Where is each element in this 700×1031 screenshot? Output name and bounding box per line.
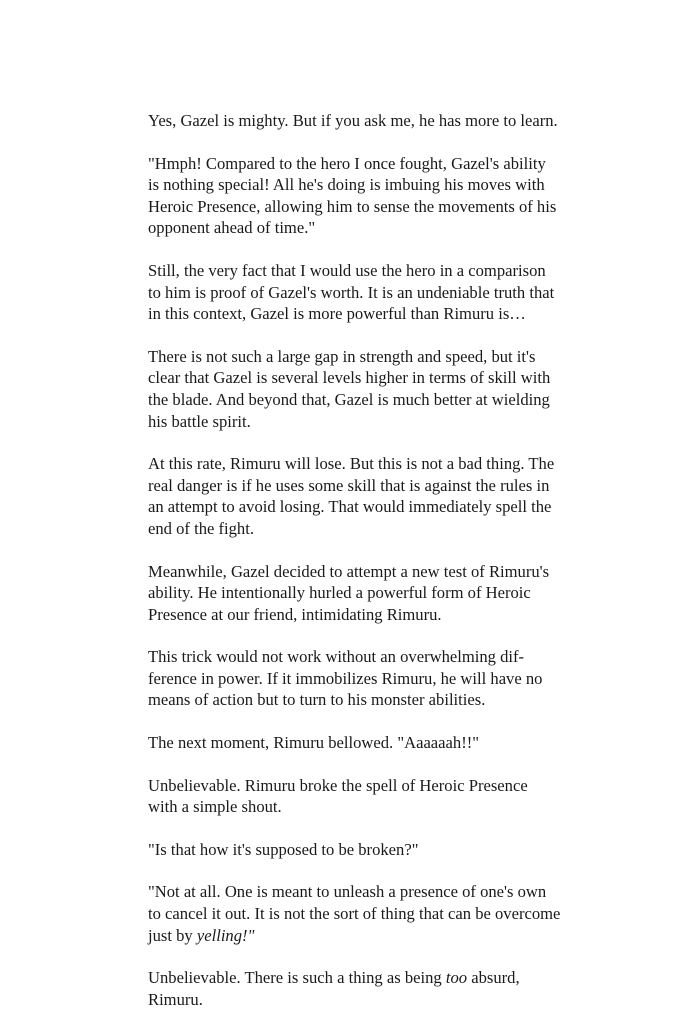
paragraph-9 (148, 775, 578, 818)
paragraph-6 (148, 561, 578, 626)
paragraph-12-tail: absurd, Rimuru. (148, 968, 520, 1009)
paragraph-4 (148, 346, 578, 432)
paragraph-7 (148, 646, 578, 711)
paragraph-7-text: This trick would not work without an overwhelming dif- ference in power. If it immobilizes Rimuru, he will have no means of action but to turn to his monster abilities. (148, 647, 543, 710)
paragraph-1-text: Yes, Gazel is mighty. But if you ask me, he has more to learn. (148, 111, 558, 130)
paragraph-4-text: There is not such a large gap in strength and speed, but it's clear that Gazel is several levels higher in terms of skill with the blade. And beyond that, Gazel is much better at wielding his battle spirit. (148, 346, 551, 431)
paragraph-11 (148, 881, 578, 946)
paragraph-12-text: Unbelievable. There is such a thing as being (148, 968, 446, 988)
paragraph-12-emphasis: too (445, 968, 468, 988)
paragraph-10 (148, 839, 578, 861)
paragraph-12 (148, 967, 578, 1010)
paragraph-3 (148, 260, 578, 325)
paragraph-11-emphasis: yelling!" (196, 925, 255, 945)
paragraph-8 (148, 732, 578, 754)
paragraph-3-text: Still, the very fact that I would use the hero in a comparison to him is proof of Gazel's worth. It is an undeniable truth that in this context, Gazel is more powerful than Rimuru is… (148, 260, 555, 324)
paragraph-2 (148, 153, 578, 239)
paragraph-6-text: Meanwhile, Gazel decided to attempt a new test of Rimuru's ability. He intentionally hurled a powerful form of Heroic Presence at our friend, intimidating Rimuru. (148, 561, 550, 624)
paragraph-10-text: "Is that how it's supposed to be broken?" (148, 839, 419, 859)
paragraph-8-text: The next moment, Rimuru bellowed. "Aaaaaah!!" (148, 733, 480, 753)
paragraph-9-text: Unbelievable. Rimuru broke the spell of Heroic Presence with a simple shout. (148, 775, 528, 817)
paragraph-1 (148, 110, 578, 132)
paragraph-5 (148, 453, 578, 539)
paragraph-2-text: "Hmph! Compared to the hero I once fought, Gazel's ability is nothing special! All he's doing is imbuing his moves with Heroic Presence, allowing him to sense the movements of his opponent ahead of time." (148, 153, 557, 238)
paragraph-11-text: "Not at all. One is meant to unleash a presence of one's own to cancel it out. It is not the sort of thing that can be overcome just by (148, 882, 561, 945)
book-page-text (148, 110, 578, 1031)
paragraph-5-text: At this rate, Rimuru will lose. But this is not a bad thing. The real danger is if he uses some skill that is against the rules in an attempt to avoid losing. That would immediately spell the end of the fight. (148, 454, 555, 538)
